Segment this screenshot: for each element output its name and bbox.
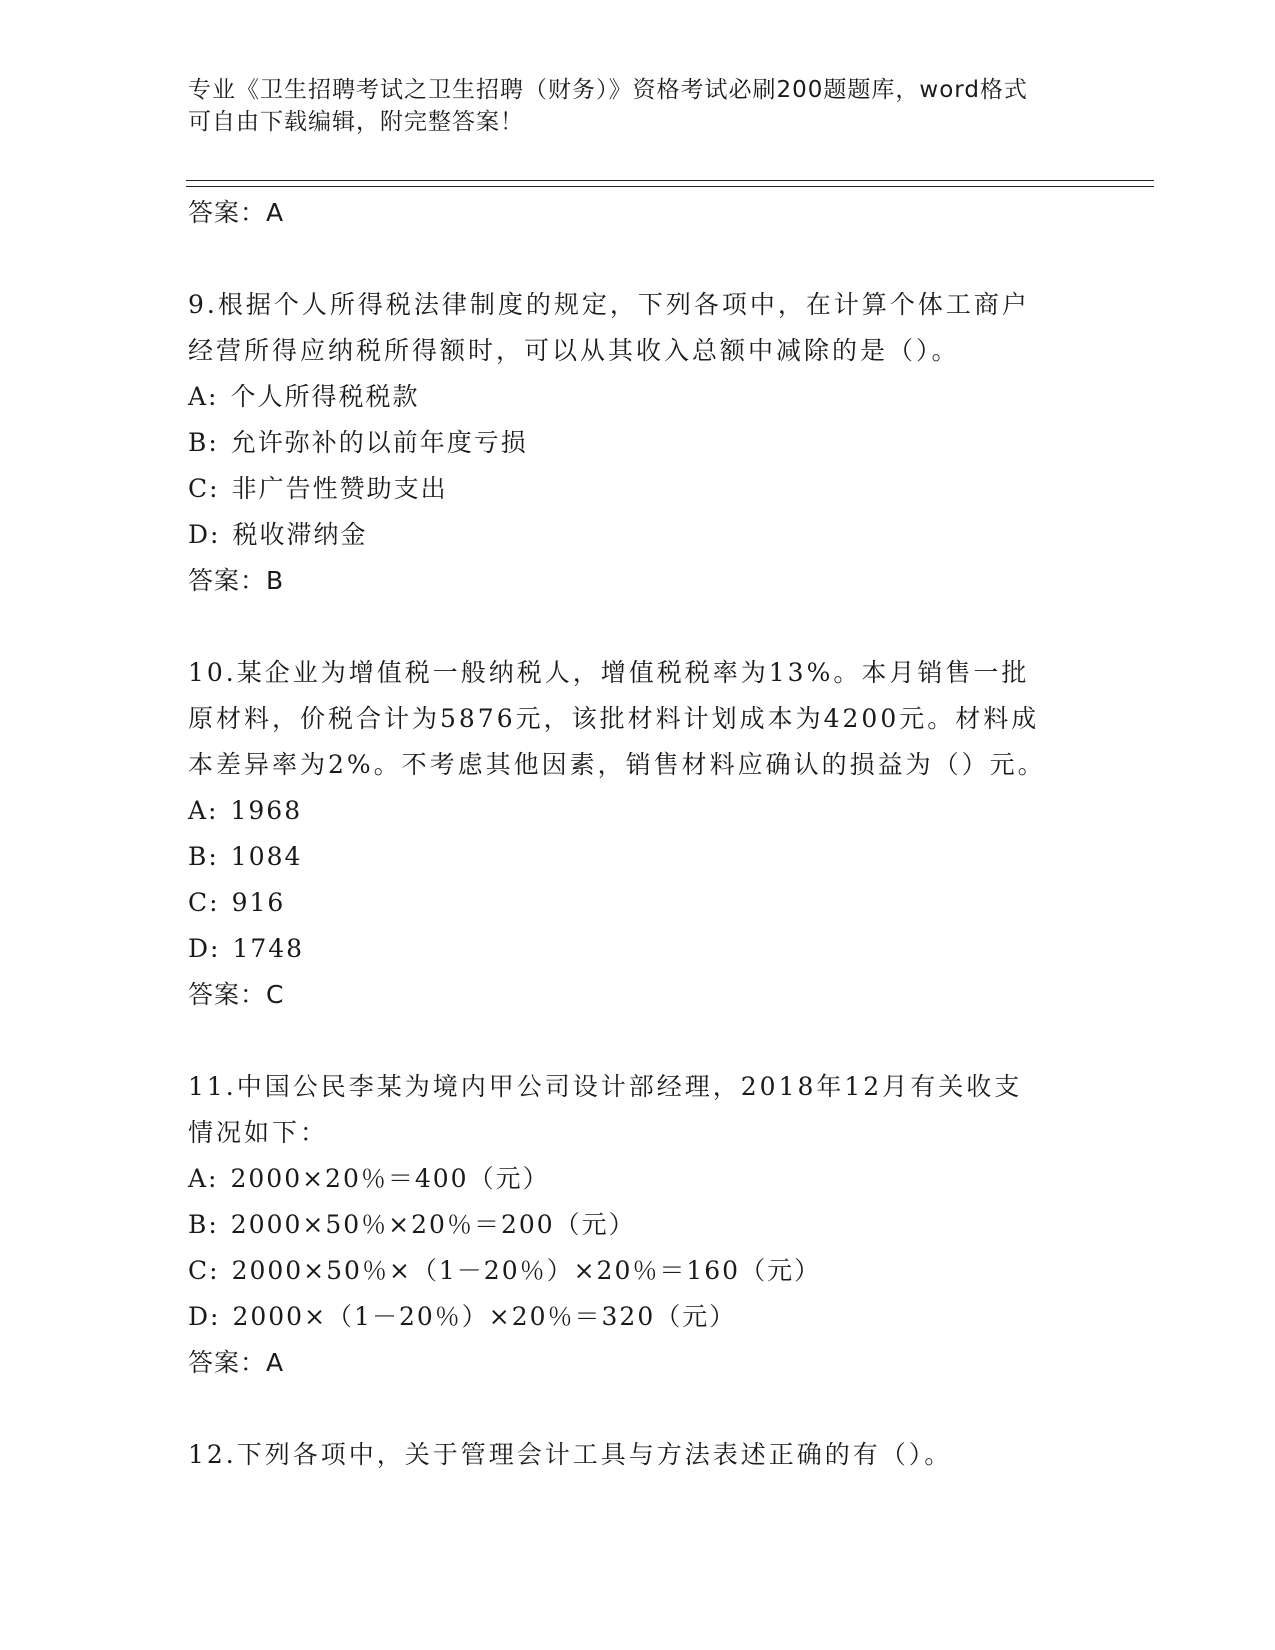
question-text: 12.下列各项中，关于管理会计工具与方法表述正确的有（）。 [188, 1440, 953, 1469]
option-letter: A: [188, 382, 219, 411]
option-text: 个人所得税税款 [230, 382, 420, 411]
option-c [188, 880, 1088, 926]
answer-line: 答案：B [188, 566, 285, 595]
option-d [188, 512, 1088, 558]
option-c [188, 466, 1088, 512]
option-text: 税收滞纳金 [232, 520, 368, 549]
question-block-11 [188, 1064, 1088, 1386]
document-body [188, 190, 1088, 1478]
page-header [188, 74, 1088, 138]
option-text: 2000×50％×20％＝200（元） [230, 1210, 636, 1239]
option-b [188, 420, 1088, 466]
spacer [188, 1386, 1088, 1432]
question-text: 9.根据个人所得税法律制度的规定，下列各项中，在计算个体工商户经营所得应纳税所得额时，可以从其收入总额中减除的是（）。 [188, 290, 1030, 365]
option-c [188, 1248, 1088, 1294]
option-letter: A: [188, 796, 219, 825]
question-block-10 [188, 650, 1088, 1018]
answer-line: 答案：A [188, 1348, 285, 1377]
option-a [188, 374, 1088, 420]
option-a [188, 788, 1088, 834]
spacer [188, 604, 1088, 650]
option-b [188, 834, 1088, 880]
option-d [188, 926, 1088, 972]
previous-answer: 答案：A [188, 198, 285, 227]
header-divider [186, 180, 1154, 187]
spacer [188, 236, 1088, 282]
option-text: 2000×（1－20％）×20％＝320（元） [232, 1302, 737, 1331]
question-text: 11.中国公民李某为境内甲公司设计部经理，2018年12月有关收支情况如下： [188, 1072, 1023, 1147]
header-line-2: 可自由下载编辑，附完整答案！ [188, 109, 524, 135]
option-letter: C: [188, 474, 220, 503]
question-text: 10.某企业为增值税一般纳税人，增值税税率为13%。本月销售一批原材料，价税合计为5876元，该批材料计划成本为4200元。材料成本差异率为2%。不考虑其他因素，销售材料应确认的损益为（）元。 [188, 658, 1046, 779]
option-text: 2000×50％×（1－20％）×20％＝160（元） [231, 1256, 822, 1285]
option-letter: B: [188, 842, 219, 871]
option-text: 2000×20％＝400（元） [230, 1164, 550, 1193]
option-d [188, 1294, 1088, 1340]
header-line-1: 专业《卫生招聘考试之卫生招聘（财务）》资格考试必刷200题题库，word格式 [188, 77, 1028, 103]
question-block-12 [188, 1432, 1088, 1478]
option-text: 1084 [230, 842, 303, 871]
option-letter: D: [188, 1302, 221, 1331]
option-text: 1748 [232, 934, 305, 963]
option-text: 916 [231, 888, 286, 917]
option-text: 非广告性赞助支出 [231, 474, 448, 503]
option-b [188, 1202, 1088, 1248]
option-letter: B: [188, 1210, 219, 1239]
option-text: 允许弥补的以前年度亏损 [230, 428, 528, 457]
answer-line: 答案：C [188, 980, 285, 1009]
option-letter: D: [188, 934, 221, 963]
option-text: 1968 [230, 796, 303, 825]
option-letter: B: [188, 428, 219, 457]
question-block-9 [188, 282, 1088, 604]
option-letter: C: [188, 888, 220, 917]
option-a [188, 1156, 1088, 1202]
option-letter: C: [188, 1256, 220, 1285]
option-letter: A: [188, 1164, 219, 1193]
option-letter: D: [188, 520, 221, 549]
spacer [188, 1018, 1088, 1064]
